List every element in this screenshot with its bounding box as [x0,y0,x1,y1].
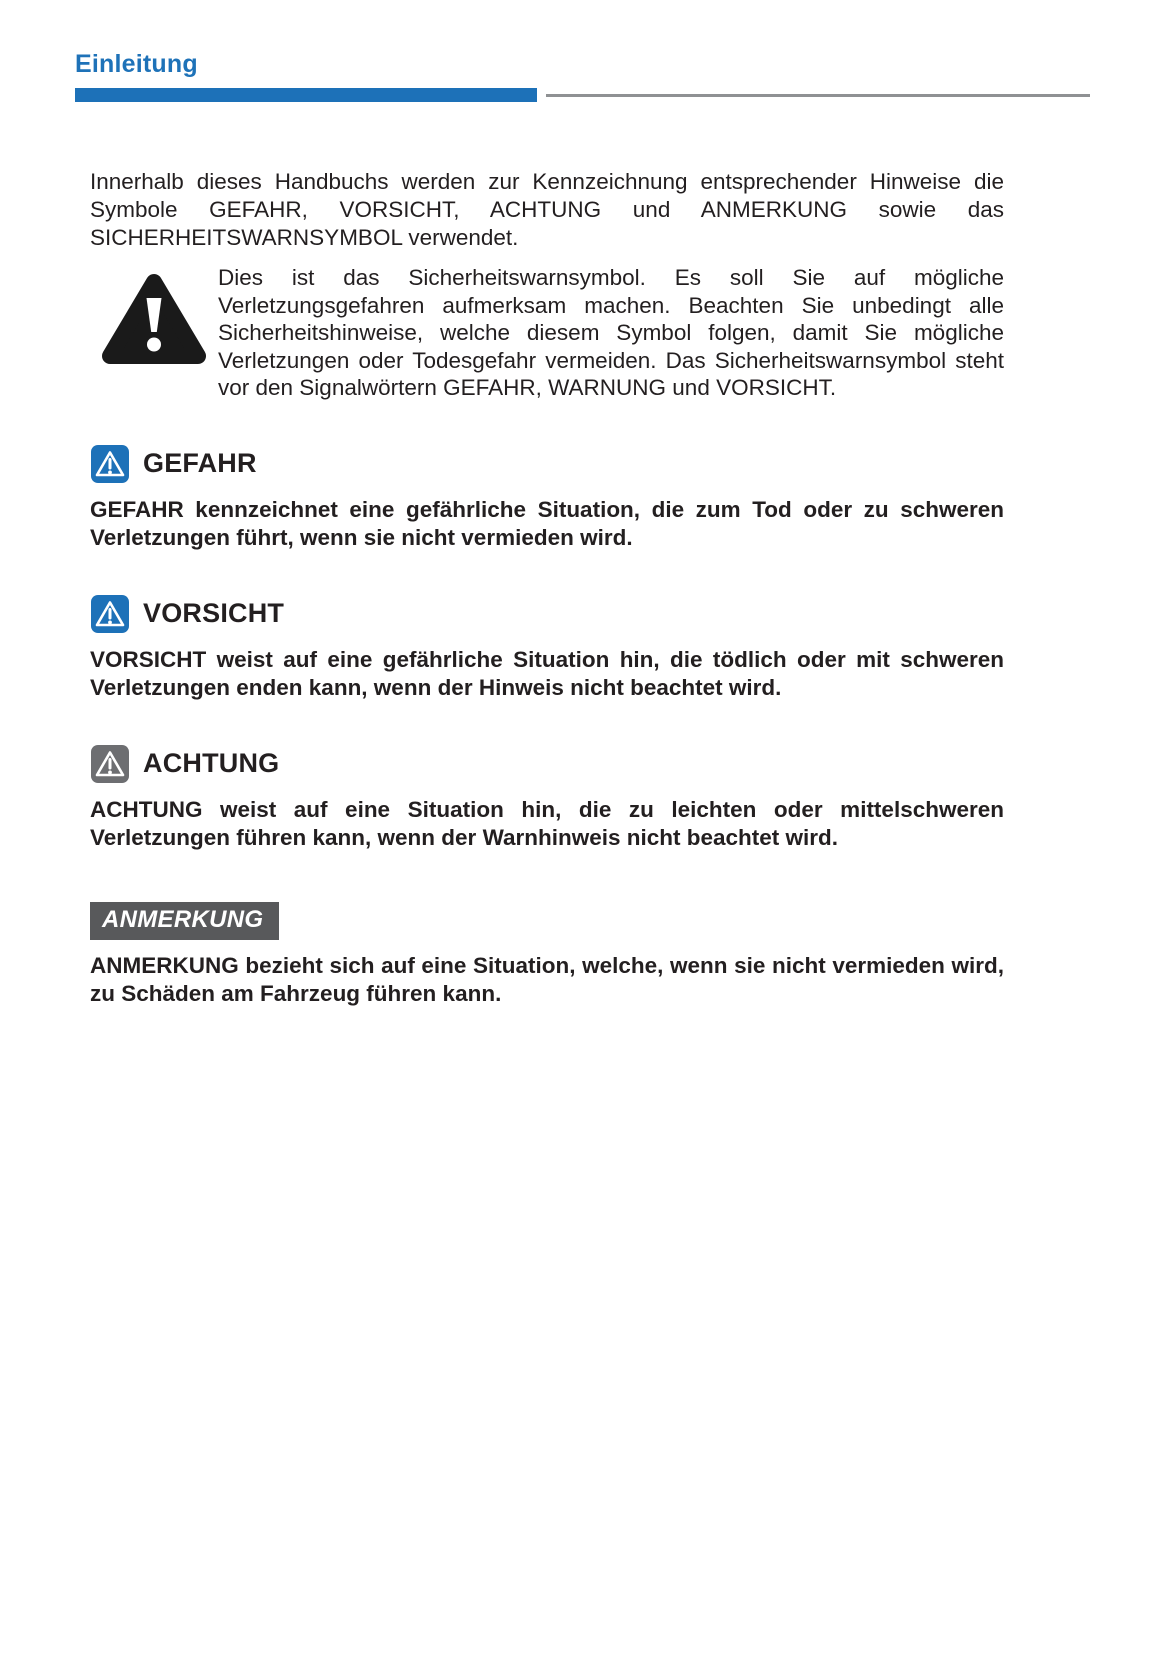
section-gefahr [90,444,1004,552]
section-vorsicht-label: VORSICHT [143,598,285,628]
safety-symbol-paragraph: Dies ist das Sicherheitswarnsymbol. Es soll Sie auf mögliche Verletzungsgefahren aufmerksam machen. Beachten Sie unbedingt alle Sicherheitshinweise, welche diesem Symbol folgen, damit Sie mögliche Verletzungen oder Todesgefahr vermeiden. Das Sicherheitswarnsymbol steht vor den Signalwörtern GEFAHR, WARNUNG und VORSICHT. [218,265,1004,400]
section-achtung [90,744,1004,852]
section-achtung-label: ACHTUNG [143,748,280,778]
section-gefahr-heading [90,444,1004,484]
section-gefahr-body: GEFAHR kennzeichnet eine gefährliche Situation, die zum Tod oder zu schweren Verletzungen führt, wenn sie nicht vermieden wird. [90,496,1004,550]
header-rule-gray-line [546,94,1090,97]
section-vorsicht-heading [90,594,1004,634]
safety-warning-symbol-icon [90,264,218,368]
section-achtung-heading [90,744,1004,784]
section-anmerkung [90,902,1004,1008]
section-vorsicht-body: VORSICHT weist auf eine gefährliche Situation hin, die tödlich oder mit schweren Verletzungen enden kann, wenn der Hinweis nicht beachtet wird. [90,646,1004,700]
page-body [0,168,1166,1008]
header-rule [75,88,1090,102]
section-achtung-body: ACHTUNG weist auf eine Situation hin, die zu leichten oder mittelschweren Verletzungen führen kann, wenn der Warnhinweis nicht beachtet wird. [90,796,1004,850]
anmerkung-label-box: ANMERKUNG [90,902,279,940]
page-title: Einleitung [75,50,198,78]
safety-symbol-block [90,264,1004,402]
achtung-warning-triangle-icon [90,744,130,784]
vorsicht-warning-triangle-icon [90,594,130,634]
section-anmerkung-body: ANMERKUNG bezieht sich auf eine Situation, welche, wenn sie nicht vermieden wird, zu Schäden am Fahrzeug führen kann. [90,952,1004,1006]
header-rule-blue-bar [75,88,537,102]
page-header [0,0,1166,102]
gefahr-warning-triangle-icon [90,444,130,484]
section-gefahr-label: GEFAHR [143,448,257,478]
intro-paragraph: Innerhalb dieses Handbuchs werden zur Kennzeichnung entsprechender Hinweise die Symbole GEFAHR, VORSICHT, ACHTUNG und ANMERKUNG sowie das SICHERHEITSWARNSYMBOL verwendet. [90,169,1004,250]
section-vorsicht [90,594,1004,702]
